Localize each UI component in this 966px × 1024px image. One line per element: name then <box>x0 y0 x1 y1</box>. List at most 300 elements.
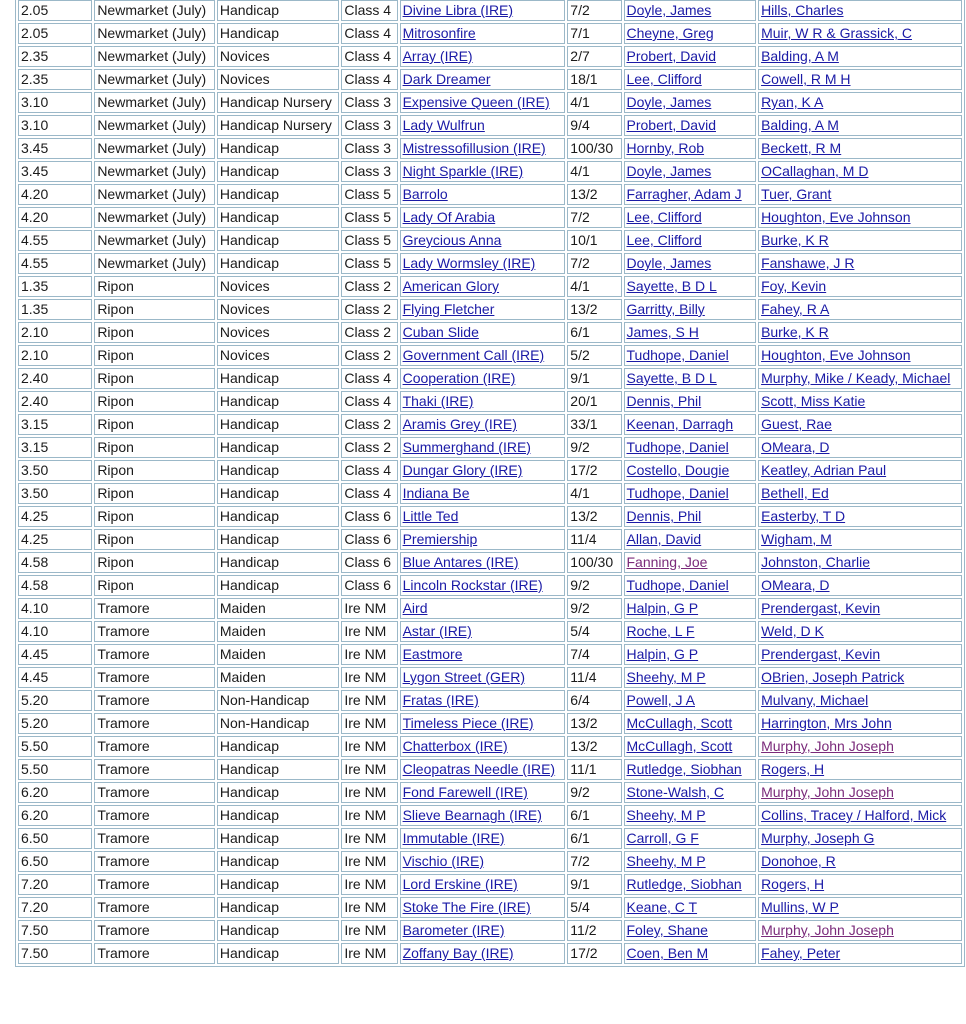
table-row <box>18 299 962 320</box>
race-type-cell: Handicap <box>217 414 340 435</box>
horse-link[interactable]: Fond Farewell (IRE) <box>402 784 528 800</box>
horse-cell <box>400 828 566 849</box>
odds-cell: 100/30 <box>567 138 621 159</box>
jockey-link[interactable]: Foley, Shane <box>626 922 708 938</box>
race-type-cell: Handicap <box>217 897 340 918</box>
trainer-link[interactable]: Balding, A M <box>761 48 839 64</box>
horse-link[interactable]: Dark Dreamer <box>402 71 491 87</box>
race-type-cell: Handicap <box>217 230 340 251</box>
race-results-container <box>15 0 965 967</box>
jockey-link[interactable]: Coen, Ben M <box>626 945 709 961</box>
trainer-link[interactable]: Beckett, R M <box>761 140 842 156</box>
horse-link[interactable]: Cleopatras Needle (IRE) <box>402 761 556 777</box>
horse-link[interactable]: Lady Wormsley (IRE) <box>402 255 536 271</box>
odds-cell: 7/2 <box>567 0 621 21</box>
course-cell: Tramore <box>94 782 215 803</box>
jockey-link[interactable]: Farragher, Adam J <box>626 186 742 202</box>
jockey-link[interactable]: Doyle, James <box>626 94 712 110</box>
race-class-cell: Class 3 <box>341 115 397 136</box>
course-cell: Tramore <box>94 851 215 872</box>
jockey-link[interactable]: Costello, Dougie <box>626 462 730 478</box>
race-time-cell: 4.20 <box>18 184 92 205</box>
odds-cell: 6/4 <box>567 690 621 711</box>
horse-link[interactable]: Flying Fletcher <box>402 301 495 317</box>
jockey-link[interactable]: Powell, J A <box>626 692 695 708</box>
odds-cell: 18/1 <box>567 69 621 90</box>
trainer-link[interactable]: Houghton, Eve Johnson <box>761 209 911 225</box>
trainer-link[interactable]: Bethell, Ed <box>761 485 829 501</box>
jockey-link[interactable]: Halpin, G P <box>626 646 699 662</box>
race-class-cell: Ire NM <box>341 897 397 918</box>
odds-cell: 33/1 <box>567 414 621 435</box>
table-row <box>18 0 962 21</box>
odds-cell: 11/4 <box>567 529 621 550</box>
trainer-link[interactable]: Collins, Tracey / Halford, Mick <box>761 807 947 823</box>
horse-link[interactable]: Lygon Street (GER) <box>402 669 525 685</box>
trainer-link[interactable]: Harrington, Mrs John <box>761 715 892 731</box>
jockey-link[interactable]: Tudhope, Daniel <box>626 347 729 363</box>
horse-cell <box>400 368 566 389</box>
horse-cell <box>400 897 566 918</box>
horse-link[interactable]: Timeless Piece (IRE) <box>402 715 534 731</box>
odds-cell: 9/2 <box>567 782 621 803</box>
jockey-link[interactable]: James, S H <box>626 324 699 340</box>
jockey-link[interactable]: McCullagh, Scott <box>626 715 733 731</box>
trainer-link[interactable]: Tuer, Grant <box>761 186 832 202</box>
horse-cell <box>400 92 566 113</box>
odds-cell: 20/1 <box>567 391 621 412</box>
horse-link[interactable]: Lincoln Rockstar (IRE) <box>402 577 543 593</box>
trainer-cell <box>758 460 962 481</box>
odds-cell: 9/4 <box>567 115 621 136</box>
horse-cell <box>400 483 566 504</box>
course-cell: Newmarket (July) <box>94 161 215 182</box>
trainer-cell <box>758 299 962 320</box>
jockey-link[interactable]: Lee, Clifford <box>626 232 702 248</box>
race-type-cell: Non-Handicap <box>217 690 340 711</box>
trainer-link[interactable]: Houghton, Eve Johnson <box>761 347 911 363</box>
race-time-cell: 4.58 <box>18 575 92 596</box>
jockey-cell <box>624 644 757 665</box>
course-cell: Ripon <box>94 460 215 481</box>
race-type-cell: Handicap <box>217 828 340 849</box>
course-cell: Newmarket (July) <box>94 230 215 251</box>
jockey-link[interactable]: Lee, Clifford <box>626 71 702 87</box>
table-row <box>18 851 962 872</box>
jockey-link[interactable]: Keane, C T <box>626 899 698 915</box>
trainer-link[interactable]: Weld, D K <box>761 623 824 639</box>
horse-link[interactable]: Blue Antares (IRE) <box>402 554 519 570</box>
jockey-cell <box>624 828 757 849</box>
horse-link[interactable]: Astar (IRE) <box>402 623 472 639</box>
race-type-cell: Handicap <box>217 552 340 573</box>
jockey-link[interactable]: McCullagh, Scott <box>626 738 733 754</box>
odds-cell: 4/1 <box>567 483 621 504</box>
horse-link[interactable]: American Glory <box>402 278 500 294</box>
table-row <box>18 713 962 734</box>
table-row <box>18 667 962 688</box>
race-class-cell: Ire NM <box>341 805 397 826</box>
horse-link[interactable]: Greycious Anna <box>402 232 502 248</box>
race-type-cell: Handicap <box>217 161 340 182</box>
odds-cell: 5/2 <box>567 345 621 366</box>
horse-link[interactable]: Premiership <box>402 531 478 547</box>
jockey-cell <box>624 552 757 573</box>
jockey-link[interactable]: Rutledge, Siobhan <box>626 761 742 777</box>
trainer-link[interactable]: Murphy, John Joseph <box>761 922 894 938</box>
table-row <box>18 437 962 458</box>
horse-link[interactable]: Eastmore <box>402 646 463 662</box>
course-cell: Ripon <box>94 529 215 550</box>
horse-link[interactable]: Barrolo <box>402 186 448 202</box>
jockey-link[interactable]: Dennis, Phil <box>626 393 702 409</box>
jockey-link[interactable]: Fanning, Joe <box>626 554 708 570</box>
odds-cell: 7/2 <box>567 851 621 872</box>
trainer-cell <box>758 690 962 711</box>
race-time-cell: 4.10 <box>18 621 92 642</box>
race-class-cell: Class 4 <box>341 69 397 90</box>
horse-link[interactable]: Mitrosonfire <box>402 25 476 41</box>
race-time-cell: 4.45 <box>18 667 92 688</box>
horse-link[interactable]: Vischio (IRE) <box>402 853 485 869</box>
jockey-cell <box>624 874 757 895</box>
jockey-link[interactable]: Tudhope, Daniel <box>626 577 729 593</box>
horse-link[interactable]: Dungar Glory (IRE) <box>402 462 523 478</box>
trainer-link[interactable]: Murphy, John Joseph <box>761 738 894 754</box>
race-class-cell: Ire NM <box>341 828 397 849</box>
course-cell: Tramore <box>94 805 215 826</box>
race-type-cell: Handicap <box>217 575 340 596</box>
table-row <box>18 759 962 780</box>
trainer-cell <box>758 368 962 389</box>
trainer-link[interactable]: Scott, Miss Katie <box>761 393 866 409</box>
jockey-cell <box>624 184 757 205</box>
course-cell: Tramore <box>94 667 215 688</box>
horse-cell <box>400 782 566 803</box>
horse-link[interactable]: Expensive Queen (IRE) <box>402 94 550 110</box>
horse-link[interactable]: Night Sparkle (IRE) <box>402 163 524 179</box>
horse-link[interactable]: Cooperation (IRE) <box>402 370 516 386</box>
race-type-cell: Handicap <box>217 253 340 274</box>
jockey-link[interactable]: Garritty, Billy <box>626 301 705 317</box>
jockey-link[interactable]: Sayette, B D L <box>626 370 717 386</box>
race-type-cell: Handicap Nursery <box>217 92 340 113</box>
race-class-cell: Class 4 <box>341 46 397 67</box>
horse-cell <box>400 115 566 136</box>
trainer-link[interactable]: Cowell, R M H <box>761 71 851 87</box>
horse-link[interactable]: Chatterbox (IRE) <box>402 738 508 754</box>
race-time-cell: 7.20 <box>18 874 92 895</box>
trainer-link[interactable]: Foy, Kevin <box>761 278 827 294</box>
trainer-cell <box>758 782 962 803</box>
trainer-cell <box>758 92 962 113</box>
trainer-link[interactable]: Guest, Rae <box>761 416 832 432</box>
horse-link[interactable]: Zoffany Bay (IRE) <box>402 945 514 961</box>
race-type-cell: Handicap <box>217 368 340 389</box>
trainer-link[interactable]: Murphy, Joseph G <box>761 830 875 846</box>
race-time-cell: 2.05 <box>18 0 92 21</box>
jockey-link[interactable]: Halpin, G P <box>626 600 699 616</box>
horse-link[interactable]: Barometer (IRE) <box>402 922 505 938</box>
trainer-link[interactable]: Prendergast, Kevin <box>761 646 881 662</box>
trainer-cell <box>758 897 962 918</box>
race-class-cell: Ire NM <box>341 690 397 711</box>
race-time-cell: 3.45 <box>18 138 92 159</box>
horse-link[interactable]: Mistressofillusion (IRE) <box>402 140 546 156</box>
horse-link[interactable]: Fratas (IRE) <box>402 692 479 708</box>
horse-link[interactable]: Indiana Be <box>402 485 470 501</box>
jockey-link[interactable]: Carroll, G F <box>626 830 699 846</box>
race-type-cell: Handicap <box>217 460 340 481</box>
trainer-link[interactable]: Keatley, Adrian Paul <box>761 462 887 478</box>
jockey-link[interactable]: Tudhope, Daniel <box>626 439 729 455</box>
trainer-cell <box>758 391 962 412</box>
race-class-cell: Ire NM <box>341 851 397 872</box>
trainer-link[interactable]: Donohoe, R <box>761 853 836 869</box>
trainer-link[interactable]: Burke, K R <box>761 232 829 248</box>
trainer-link[interactable]: Burke, K R <box>761 324 829 340</box>
trainer-link[interactable]: Murphy, Mike / Keady, Michael <box>761 370 951 386</box>
trainer-link[interactable]: Easterby, T D <box>761 508 846 524</box>
race-time-cell: 5.50 <box>18 759 92 780</box>
horse-cell <box>400 920 566 941</box>
trainer-link[interactable]: OMeara, D <box>761 439 830 455</box>
horse-cell <box>400 322 566 343</box>
trainer-link[interactable]: OMeara, D <box>761 577 830 593</box>
horse-cell <box>400 805 566 826</box>
course-cell: Newmarket (July) <box>94 253 215 274</box>
trainer-cell <box>758 322 962 343</box>
race-type-cell: Handicap <box>217 506 340 527</box>
race-type-cell: Handicap <box>217 805 340 826</box>
trainer-link[interactable]: Mullins, W P <box>761 899 839 915</box>
trainer-link[interactable]: OBrien, Joseph Patrick <box>761 669 905 685</box>
jockey-link[interactable]: Roche, L F <box>626 623 695 639</box>
course-cell: Tramore <box>94 736 215 757</box>
trainer-link[interactable]: Wigham, M <box>761 531 832 547</box>
jockey-link[interactable]: Allan, David <box>626 531 702 547</box>
race-time-cell: 3.45 <box>18 161 92 182</box>
trainer-link[interactable]: OCallaghan, M D <box>761 163 869 179</box>
trainer-link[interactable]: Ryan, K A <box>761 94 824 110</box>
trainer-cell <box>758 483 962 504</box>
race-class-cell: Ire NM <box>341 713 397 734</box>
horse-link[interactable]: Stoke The Fire (IRE) <box>402 899 531 915</box>
trainer-cell <box>758 437 962 458</box>
jockey-cell <box>624 115 757 136</box>
jockey-link[interactable]: Probert, David <box>626 48 716 64</box>
jockey-link[interactable]: Doyle, James <box>626 2 712 18</box>
trainer-cell <box>758 851 962 872</box>
horse-link[interactable]: Summerghand (IRE) <box>402 439 531 455</box>
jockey-link[interactable]: Cheyne, Greg <box>626 25 714 41</box>
race-class-cell: Class 2 <box>341 437 397 458</box>
race-class-cell: Class 4 <box>341 23 397 44</box>
trainer-link[interactable]: Prendergast, Kevin <box>761 600 881 616</box>
race-type-cell: Novices <box>217 69 340 90</box>
race-type-cell: Handicap Nursery <box>217 115 340 136</box>
horse-link[interactable]: Lord Erskine (IRE) <box>402 876 518 892</box>
jockey-link[interactable]: Sheehy, M P <box>626 669 706 685</box>
horse-cell <box>400 644 566 665</box>
course-cell: Ripon <box>94 391 215 412</box>
race-time-cell: 4.55 <box>18 230 92 251</box>
jockey-link[interactable]: Stone-Walsh, C <box>626 784 725 800</box>
race-type-cell: Handicap <box>217 759 340 780</box>
trainer-cell <box>758 529 962 550</box>
jockey-link[interactable]: Doyle, James <box>626 163 712 179</box>
odds-cell: 4/1 <box>567 161 621 182</box>
horse-link[interactable]: Divine Libra (IRE) <box>402 2 514 18</box>
table-row <box>18 598 962 619</box>
horse-link[interactable]: Lady Wulfrun <box>402 117 485 133</box>
race-type-cell: Handicap <box>217 782 340 803</box>
horse-link[interactable]: Immutable (IRE) <box>402 830 505 846</box>
table-row <box>18 69 962 90</box>
race-type-cell: Handicap <box>217 207 340 228</box>
horse-cell <box>400 230 566 251</box>
jockey-link[interactable]: Tudhope, Daniel <box>626 485 729 501</box>
trainer-link[interactable]: Mulvany, Michael <box>761 692 869 708</box>
jockey-cell <box>624 368 757 389</box>
horse-link[interactable]: Slieve Bearnagh (IRE) <box>402 807 542 823</box>
trainer-link[interactable]: Rogers, H <box>761 876 825 892</box>
jockey-cell <box>624 230 757 251</box>
odds-cell: 4/1 <box>567 276 621 297</box>
race-type-cell: Novices <box>217 299 340 320</box>
odds-cell: 17/2 <box>567 460 621 481</box>
race-time-cell: 4.55 <box>18 253 92 274</box>
trainer-link[interactable]: Hills, Charles <box>761 2 844 18</box>
table-row <box>18 506 962 527</box>
table-row <box>18 621 962 642</box>
jockey-cell <box>624 161 757 182</box>
horse-cell <box>400 874 566 895</box>
jockey-link[interactable]: Lee, Clifford <box>626 209 702 225</box>
horse-cell <box>400 276 566 297</box>
race-class-cell: Ire NM <box>341 874 397 895</box>
jockey-link[interactable]: Sayette, B D L <box>626 278 717 294</box>
race-class-cell: Class 6 <box>341 552 397 573</box>
jockey-cell <box>624 690 757 711</box>
trainer-link[interactable]: Fanshawe, J R <box>761 255 855 271</box>
jockey-link[interactable]: Sheehy, M P <box>626 807 706 823</box>
race-class-cell: Class 4 <box>341 391 397 412</box>
table-row <box>18 874 962 895</box>
table-row <box>18 529 962 550</box>
course-cell: Newmarket (July) <box>94 184 215 205</box>
race-type-cell: Handicap <box>217 851 340 872</box>
trainer-link[interactable]: Balding, A M <box>761 117 839 133</box>
odds-cell: 7/1 <box>567 23 621 44</box>
course-cell: Ripon <box>94 552 215 573</box>
trainer-cell <box>758 667 962 688</box>
trainer-cell <box>758 345 962 366</box>
race-type-cell: Handicap <box>217 184 340 205</box>
trainer-link[interactable]: Rogers, H <box>761 761 825 777</box>
race-results-table <box>15 0 965 967</box>
horse-link[interactable]: Aird <box>402 600 428 616</box>
trainer-link[interactable]: Johnston, Charlie <box>761 554 871 570</box>
race-time-cell: 7.50 <box>18 920 92 941</box>
trainer-cell <box>758 736 962 757</box>
trainer-link[interactable]: Fahey, R A <box>761 301 830 317</box>
race-class-cell: Class 3 <box>341 161 397 182</box>
jockey-cell <box>624 529 757 550</box>
horse-cell <box>400 552 566 573</box>
horse-link[interactable]: Array (IRE) <box>402 48 473 64</box>
trainer-cell <box>758 184 962 205</box>
table-row <box>18 805 962 826</box>
jockey-link[interactable]: Sheehy, M P <box>626 853 706 869</box>
race-class-cell: Class 2 <box>341 345 397 366</box>
odds-cell: 9/1 <box>567 368 621 389</box>
trainer-cell <box>758 0 962 21</box>
race-class-cell: Ire NM <box>341 621 397 642</box>
table-row <box>18 736 962 757</box>
odds-cell: 11/1 <box>567 759 621 780</box>
trainer-cell <box>758 920 962 941</box>
course-cell: Tramore <box>94 759 215 780</box>
jockey-link[interactable]: Hornby, Rob <box>626 140 705 156</box>
table-row <box>18 690 962 711</box>
table-row <box>18 828 962 849</box>
jockey-link[interactable]: Rutledge, Siobhan <box>626 876 742 892</box>
course-cell: Tramore <box>94 828 215 849</box>
horse-link[interactable]: Lady Of Arabia <box>402 209 496 225</box>
race-type-cell: Handicap <box>217 483 340 504</box>
trainer-link[interactable]: Fahey, Peter <box>761 945 841 961</box>
jockey-link[interactable]: Dennis, Phil <box>626 508 702 524</box>
odds-cell: 13/2 <box>567 506 621 527</box>
race-type-cell: Maiden <box>217 667 340 688</box>
horse-cell <box>400 207 566 228</box>
trainer-cell <box>758 943 962 964</box>
race-time-cell: 6.50 <box>18 851 92 872</box>
jockey-link[interactable]: Probert, David <box>626 117 716 133</box>
race-type-cell: Novices <box>217 276 340 297</box>
table-row <box>18 897 962 918</box>
race-class-cell: Class 5 <box>341 253 397 274</box>
jockey-link[interactable]: Doyle, James <box>626 255 712 271</box>
odds-cell: 11/4 <box>567 667 621 688</box>
trainer-link[interactable]: Murphy, John Joseph <box>761 784 894 800</box>
trainer-cell <box>758 713 962 734</box>
horse-cell <box>400 345 566 366</box>
horse-link[interactable]: Cuban Slide <box>402 324 479 340</box>
jockey-cell <box>624 437 757 458</box>
jockey-link[interactable]: Keenan, Darragh <box>626 416 734 432</box>
race-class-cell: Class 4 <box>341 0 397 21</box>
race-class-cell: Class 5 <box>341 230 397 251</box>
horse-cell <box>400 184 566 205</box>
trainer-link[interactable]: Muir, W R & Grassick, C <box>761 25 912 41</box>
trainer-cell <box>758 230 962 251</box>
race-class-cell: Class 2 <box>341 276 397 297</box>
course-cell: Tramore <box>94 897 215 918</box>
horse-link[interactable]: Thaki (IRE) <box>402 393 474 409</box>
horse-link[interactable]: Government Call (IRE) <box>402 347 545 363</box>
horse-cell <box>400 69 566 90</box>
race-time-cell: 4.45 <box>18 644 92 665</box>
race-time-cell: 6.20 <box>18 782 92 803</box>
horse-link[interactable]: Aramis Grey (IRE) <box>402 416 517 432</box>
horse-cell <box>400 437 566 458</box>
race-time-cell: 3.10 <box>18 115 92 136</box>
course-cell: Ripon <box>94 345 215 366</box>
horse-link[interactable]: Little Ted <box>402 508 459 524</box>
course-cell: Ripon <box>94 299 215 320</box>
